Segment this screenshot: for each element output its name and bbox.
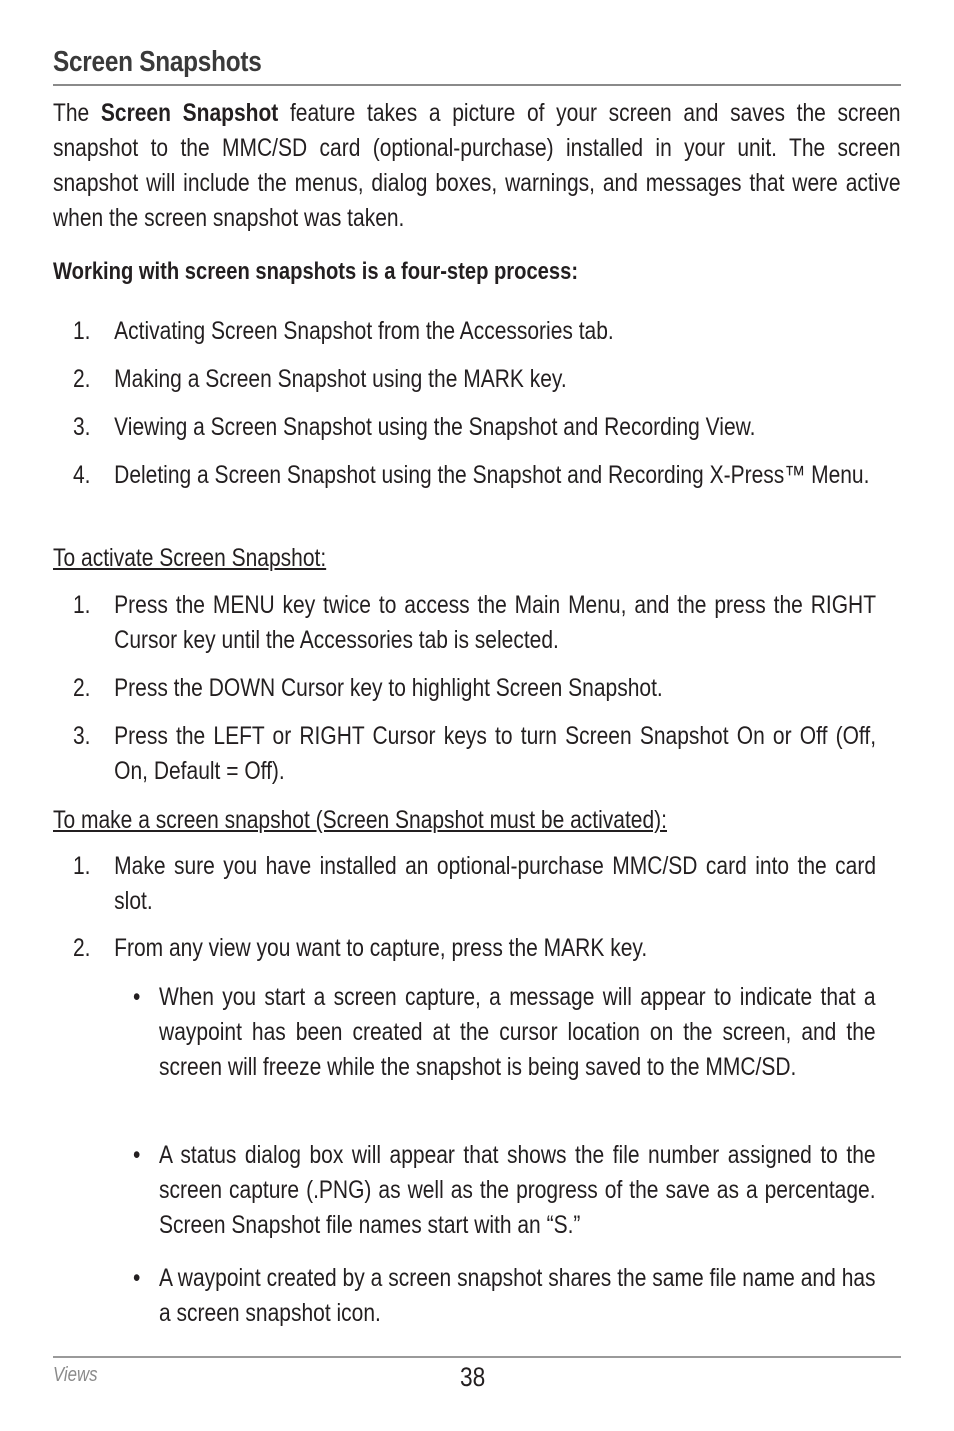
step-text: Making a Screen Snapshot using the MARK key. — [114, 365, 567, 393]
step-number: 1. — [73, 317, 91, 345]
bullet-text: A waypoint created by a screen snapshot shares the same file name and has a screen snapshot icon. — [159, 1264, 876, 1327]
intro-paragraph — [53, 96, 901, 236]
bullet-icon: • — [133, 1264, 141, 1292]
footer-rule — [53, 1356, 901, 1358]
make-heading: To make a screen snapshot (Screen Snapshot must be activated): — [53, 806, 668, 834]
intro-prefix: The — [53, 99, 90, 127]
footer-section-label: Views — [53, 1364, 98, 1386]
bullet-text: A status dialog box will appear that shows the file number assigned to the screen capture (.PNG) as well as the progress of the save as a percentage. Screen Snapshot file names start with an “S.” — [159, 1141, 876, 1239]
page-number: 38 — [460, 1362, 486, 1392]
step-number: 2. — [73, 365, 91, 393]
step-number: 4. — [73, 461, 91, 489]
step-text: Make sure you have installed an optional-purchase MMC/SD card into the card slot. — [114, 852, 877, 915]
process-heading: Working with screen snapshots is a four-step process: — [53, 258, 579, 285]
step-text: Activating Screen Snapshot from the Accessories tab. — [114, 317, 614, 345]
step-number: 3. — [73, 722, 91, 750]
step-number: 2. — [73, 674, 91, 702]
step-text: From any view you want to capture, press the MARK key. — [114, 934, 648, 962]
step-text: Press the LEFT or RIGHT Cursor keys to turn Screen Snapshot On or Off (Off, On, Default = Off). — [114, 722, 877, 785]
title-rule — [53, 84, 901, 86]
step-number: 1. — [73, 852, 91, 880]
bullet-icon: • — [133, 983, 141, 1011]
step-text: Deleting a Screen Snapshot using the Snapshot and Recording X-Press™ Menu. — [114, 461, 870, 489]
step-number: 1. — [73, 591, 91, 619]
activate-heading: To activate Screen Snapshot: — [53, 544, 327, 572]
bullet-icon: • — [133, 1141, 141, 1169]
bullet-text: When you start a screen capture, a message will appear to indicate that a waypoint has been created at the cursor location on the screen, and the screen will freeze while the snapshot is being saved to the MMC/SD. — [159, 983, 876, 1081]
step-number: 3. — [73, 413, 91, 441]
step-number: 2. — [73, 934, 91, 962]
intro-rest: feature takes a picture of your screen and saves the screen snapshot to the MMC/SD card (optional-purchase) installed in your unit. The screen snapshot will include the menus, dialog boxes, warnings, and messages that were active when the screen snapshot was taken. — [53, 99, 901, 232]
intro-bold-term: Screen Snapshot — [100, 99, 279, 127]
step-text: Press the MENU key twice to access the Main Menu, and the press the RIGHT Cursor key until the Accessories tab is selected. — [114, 591, 877, 654]
step-text: Press the DOWN Cursor key to highlight Screen Snapshot. — [114, 674, 663, 702]
page-title: Screen Snapshots — [53, 46, 262, 78]
step-text: Viewing a Screen Snapshot using the Snapshot and Recording View. — [114, 413, 756, 441]
